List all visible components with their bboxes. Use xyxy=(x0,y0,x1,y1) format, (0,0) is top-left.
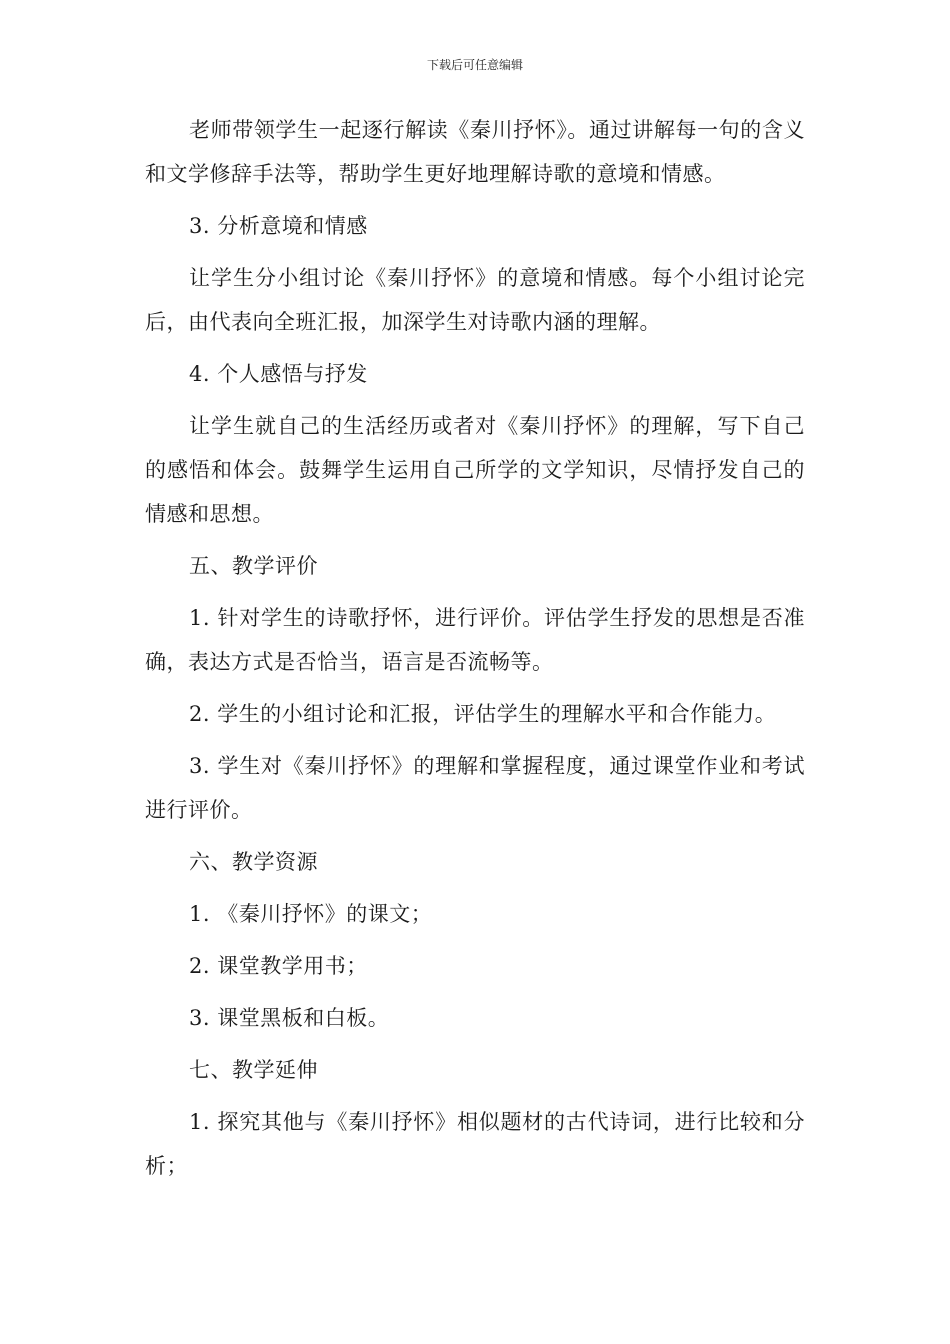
paragraph-reading: 老师带领学生一起逐行解读《秦川抒怀》。通过讲解每一句的含义和文学修辞手法等，帮助学生更好地理解诗歌的意境和情感。 xyxy=(145,118,805,186)
page-header: 下载后可任意编辑 xyxy=(426,58,523,72)
heading-personal-reflection: 4. 个人感悟与抒发 xyxy=(189,362,368,386)
list-item-evaluation-1: 1. 针对学生的诗歌抒怀，进行评价。评估学生抒发的思想是否准确，表达方式是否恰当，语言是否流畅等。 xyxy=(145,606,805,674)
paragraph-group-discussion: 让学生分小组讨论《秦川抒怀》的意境和情感。每个小组讨论完后，由代表向全班汇报，加深学生对诗歌内涵的理解。 xyxy=(145,266,805,334)
list-item-evaluation-2: 2. 学生的小组讨论和汇报，评估学生的理解水平和合作能力。 xyxy=(189,702,777,726)
list-item-resource-3: 3. 课堂黑板和白板。 xyxy=(189,1006,390,1030)
heading-extension: 七、教学延伸 xyxy=(189,1058,318,1082)
heading-evaluation: 五、教学评价 xyxy=(189,554,318,578)
list-item-resource-2: 2. 课堂教学用书； xyxy=(189,954,368,978)
document-body xyxy=(145,108,805,1196)
heading-resources: 六、教学资源 xyxy=(189,850,318,874)
list-item-extension-1: 1. 探究其他与《秦川抒怀》相似题材的古代诗词，进行比较和分析； xyxy=(145,1110,805,1178)
list-item-evaluation-3: 3. 学生对《秦川抒怀》的理解和掌握程度，通过课堂作业和考试进行评价。 xyxy=(145,754,805,822)
heading-analysis: 3. 分析意境和情感 xyxy=(189,214,368,238)
paragraph-writing: 让学生就自己的生活经历或者对《秦川抒怀》的理解，写下自己的感悟和体会。鼓舞学生运用自己所学的文学知识，尽情抒发自己的情感和思想。 xyxy=(145,414,805,526)
list-item-resource-1: 1. 《秦川抒怀》的课文； xyxy=(189,902,433,926)
